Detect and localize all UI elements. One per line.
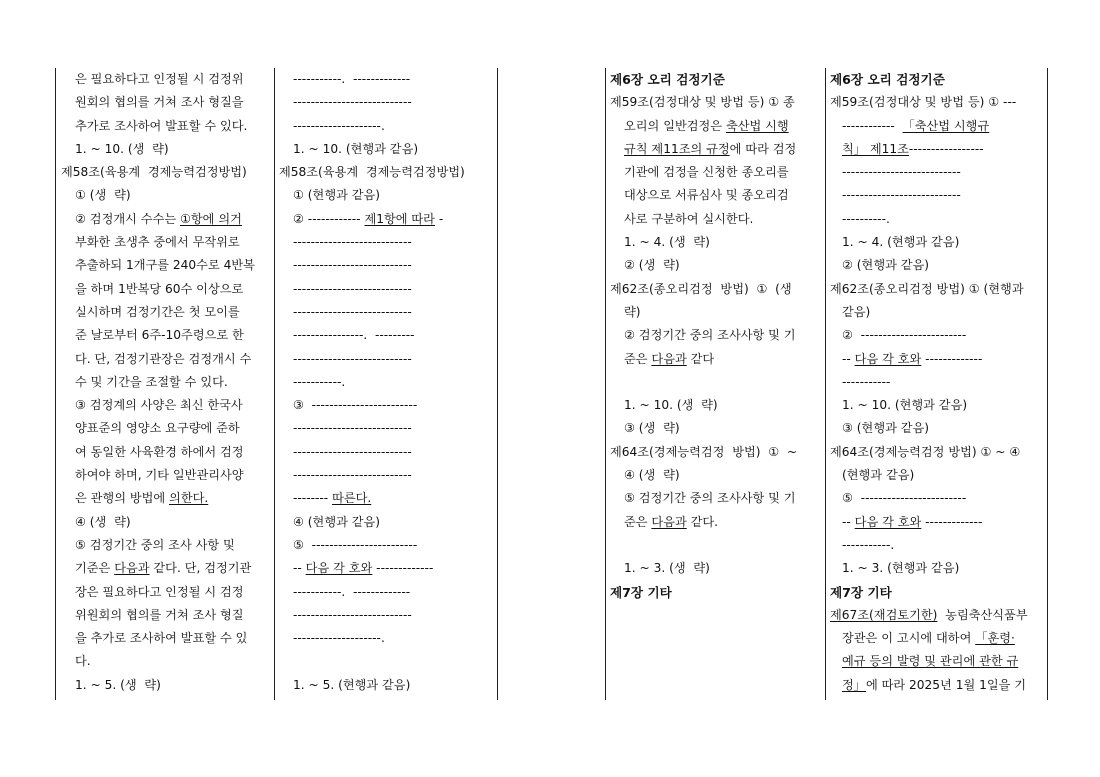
line-text: ⑤ ------------------------: [842, 491, 967, 506]
text-line: [610, 208, 822, 231]
text-line: [830, 557, 1044, 580]
text-line: [279, 324, 494, 347]
text-line: [830, 511, 1044, 534]
text-line: [610, 557, 822, 580]
line-text: ② (현행과 같음): [842, 258, 930, 273]
text-line: [61, 348, 271, 371]
text-line: [830, 138, 1044, 161]
text-line: [61, 231, 271, 254]
line-text: ③ 검정계의 사양은 최신 한국사: [75, 398, 243, 413]
line-text: -----------.: [293, 374, 346, 389]
text-line: [830, 441, 1044, 464]
line-text: 제58조(육용계 경제능력검정방법): [279, 165, 465, 180]
text-line: [61, 674, 271, 697]
line-text: ---------------------------: [293, 304, 412, 319]
line-text: 1. ~ 10. (생 략): [75, 141, 169, 156]
text-line: [279, 91, 494, 114]
line-text-after: 에 따라 검정: [729, 141, 797, 156]
line-text-after: 에 따라 2025년 1월 1일을 기: [865, 677, 1027, 692]
text-line: [830, 278, 1044, 301]
line-text: 1. ~ 10. (생 략): [624, 398, 718, 413]
line-text: ------------: [842, 118, 903, 133]
text-line: [830, 91, 1044, 114]
line-text: ④ (생 략): [624, 468, 680, 483]
line-text: 원회의 협의를 거쳐 조사 형질을: [75, 95, 244, 110]
line-text: ③ (생 략): [624, 421, 680, 436]
text-line: [279, 138, 494, 161]
line-text: 위원회의 협의를 거쳐 조사 형질: [75, 607, 244, 622]
line-text: ---------------------------: [293, 421, 412, 436]
page1-left-rule: [55, 68, 56, 700]
text-line: [61, 511, 271, 534]
line-text: ③ ------------------------: [293, 398, 418, 413]
text-line: [279, 301, 494, 324]
chapter-heading: [610, 581, 822, 604]
page1-right-column: [279, 68, 494, 697]
text-line: [279, 254, 494, 277]
text-line: [61, 184, 271, 207]
text-line: [830, 324, 1044, 347]
text-line: [610, 511, 822, 534]
page2-right-rule: [1047, 68, 1048, 700]
line-text: ⑤ 검정기간 중의 조사사항 및 기: [624, 491, 796, 506]
underlined-amendment: 따른다.: [332, 491, 372, 506]
text-line: [61, 208, 271, 231]
text-line: [830, 184, 1044, 207]
underlined-amendment: 칙」 제11조: [842, 141, 909, 156]
line-text: ⑤ 검정기간 중의 조사 사항 및: [75, 537, 235, 552]
line-text: ① (생 략): [75, 188, 131, 203]
underlined-amendment: ①항에 의거: [179, 211, 242, 226]
line-text: 제59조(검정대상 및 방법 등) ① 종: [610, 95, 795, 110]
line-text: ④ (현행과 같음): [293, 514, 381, 529]
text-line: [610, 278, 822, 301]
text-line: [61, 650, 271, 673]
text-line: [61, 68, 271, 91]
line-text: 제59조(검정대상 및 방법 등) ① ---: [830, 95, 1017, 110]
text-line: [279, 581, 494, 604]
line-text: 제7장 기타: [830, 584, 892, 600]
line-text: 제6장 오리 검정기준: [830, 72, 945, 87]
text-line: [610, 91, 822, 114]
line-text: ② 검정개시 수수는: [75, 211, 180, 226]
text-line: [279, 115, 494, 138]
line-text-after: -------------: [921, 514, 983, 529]
text-line: [279, 464, 494, 487]
text-line: [610, 348, 822, 371]
line-text: ② 검정기간 중의 조사사항 및 기: [624, 328, 796, 343]
line-text: 부화한 초생추 중에서 무작위로: [75, 235, 240, 250]
line-text: 제6장 오리 검정기준: [610, 72, 725, 87]
underlined-amendment: 「훈령·: [975, 631, 1015, 646]
text-line: [279, 627, 494, 650]
underlined-amendment: 예규 등의 발령 및 관리에 관한 규: [842, 654, 1019, 669]
text-line: [61, 417, 271, 440]
line-text-after: -------------: [921, 351, 983, 366]
line-text: 제62조(종오리검정 방법) ① (생: [610, 281, 792, 296]
line-text: 은 필요하다고 인정될 시 검정위: [75, 72, 244, 86]
text-line: [830, 208, 1044, 231]
line-text: ---------------------------: [293, 607, 412, 622]
line-text: ----------------. ---------: [293, 328, 415, 343]
text-line: [61, 487, 271, 510]
line-text: 준 날로부터 6주-10주령으로 한: [75, 328, 244, 343]
text-line: [610, 254, 822, 277]
line-text: 1. ~ 5. (현행과 같음): [293, 677, 411, 692]
text-line: [610, 324, 822, 347]
underlined-amendment: 정」: [842, 677, 866, 692]
text-line: [61, 464, 271, 487]
underlined-amendment: 제1항에 따라: [364, 211, 435, 226]
text-line: [610, 301, 822, 324]
line-text: 여 동일한 사육환경 하에서 검정: [75, 444, 244, 459]
text-line: [830, 627, 1044, 650]
chapter-heading: [830, 581, 1044, 604]
text-line: [830, 231, 1044, 254]
line-text: 을 추가로 조사하여 발표할 수 있: [75, 631, 248, 646]
line-text: 1. ~ 5. (생 략): [75, 677, 161, 692]
line-text-after: 같다.: [686, 514, 719, 529]
line-text: -----------: [842, 374, 891, 389]
line-text: 준은: [624, 514, 652, 529]
line-text: 수 및 기간을 조절할 수 있다.: [75, 374, 228, 389]
text-line: [610, 441, 822, 464]
line-text: 다. 단, 검정기관장은 검정개시 수: [75, 351, 252, 366]
text-line: [279, 650, 494, 673]
text-line: [61, 534, 271, 557]
text-line: [610, 487, 822, 510]
line-text: 장은 필요하다고 인정될 시 검정: [75, 584, 244, 599]
line-text: 대상으로 서류심사 및 종오리검: [624, 188, 789, 203]
text-line: [279, 184, 494, 207]
text-line: [279, 68, 494, 91]
text-line: [61, 441, 271, 464]
text-line: [610, 464, 822, 487]
text-line: [830, 115, 1044, 138]
text-line: [61, 161, 271, 184]
line-text: --------: [293, 491, 333, 506]
text-line: [830, 464, 1044, 487]
line-text: 다.: [75, 654, 91, 669]
page2-left-column: [610, 68, 822, 604]
line-text: ---------------------------: [842, 165, 961, 180]
text-line: [610, 184, 822, 207]
text-line: [830, 301, 1044, 324]
line-text: ② (생 략): [624, 258, 680, 273]
text-line: [279, 604, 494, 627]
line-text: 1. ~ 10. (현행과 같음): [293, 141, 419, 156]
line-text: ---------------------------: [293, 468, 412, 483]
page1-right-rule: [497, 68, 498, 700]
line-text: ② ------------: [293, 211, 365, 226]
text-line: [61, 604, 271, 627]
text-line: [830, 487, 1044, 510]
chapter-heading: [610, 68, 822, 91]
underlined-amendment: 의한다.: [169, 491, 209, 506]
line-text-after: 같다: [686, 351, 715, 366]
text-line: [279, 231, 494, 254]
text-line: [610, 534, 822, 557]
text-line: [279, 394, 494, 417]
line-text: ---------------------------: [293, 95, 412, 110]
underlined-amendment: 다음과: [114, 561, 150, 576]
text-line: [279, 348, 494, 371]
line-text: ---------------------------: [293, 351, 412, 366]
text-line: [61, 627, 271, 650]
line-text: -----------.: [842, 537, 895, 552]
text-line: [279, 208, 494, 231]
line-text: 제7장 기타: [610, 584, 672, 600]
line-text: ③ (현행과 같음): [842, 421, 930, 436]
line-text: ---------------------------: [293, 444, 412, 459]
line-text: 제64조(경제능력검정 방법) ① ~ ④: [830, 444, 1021, 459]
line-text: ---------------------------: [293, 258, 412, 273]
line-text: 추출하되 1개구를 240수로 4반복: [75, 258, 255, 273]
text-line: [279, 511, 494, 534]
text-line: [61, 557, 271, 580]
line-text: 같음): [842, 304, 871, 319]
page1-middle-rule: [274, 68, 275, 700]
line-text-after: -: [434, 211, 444, 226]
line-text: 장관은 이 고시에 대하여: [842, 631, 976, 646]
line-text: 1. ~ 10. (현행과 같음): [842, 398, 968, 413]
line-text: 1. ~ 4. (현행과 같음): [842, 235, 960, 250]
text-line: [610, 161, 822, 184]
text-line: [279, 441, 494, 464]
line-text: --: [842, 514, 855, 529]
line-text: ---------------------------: [293, 281, 412, 296]
line-text: ⑤ ------------------------: [293, 537, 418, 552]
text-line: [279, 278, 494, 301]
line-text: (현행과 같음): [842, 468, 915, 483]
line-text: ④ (생 략): [75, 514, 131, 529]
underlined-amendment: 다음 각 호와: [854, 514, 922, 529]
line-text: ----------.: [842, 211, 890, 226]
text-line: [61, 394, 271, 417]
line-text: 략): [624, 304, 641, 319]
text-line: [830, 394, 1044, 417]
text-line: [830, 650, 1044, 673]
line-text: 실시하며 검정기간은 첫 모이를: [75, 304, 240, 319]
line-text: 준은: [624, 351, 652, 366]
line-text: 제58조(육용계 경제능력검정방법): [61, 165, 247, 180]
text-line: [830, 371, 1044, 394]
text-line: [279, 371, 494, 394]
page1-left-column: [61, 68, 271, 697]
text-line: [61, 115, 271, 138]
underlined-amendment: 규칙 제11조의 규정: [624, 141, 730, 156]
text-line: [610, 231, 822, 254]
line-text: 양표준의 영양소 요구량에 준하: [75, 421, 240, 436]
text-line: [61, 91, 271, 114]
line-text: 기준은: [75, 561, 115, 576]
text-line: [830, 254, 1044, 277]
text-line: [61, 301, 271, 324]
line-text: ---------------------------: [842, 188, 961, 203]
text-line: [610, 417, 822, 440]
line-text: --: [293, 561, 306, 576]
underlined-amendment: 축산법 시행: [725, 118, 789, 133]
text-line: [610, 394, 822, 417]
text-line: [61, 324, 271, 347]
text-line: [61, 138, 271, 161]
line-text: 하여야 하며, 기타 일반관리사양: [75, 468, 244, 483]
line-text: 1. ~ 4. (생 략): [624, 235, 710, 250]
page2-middle-rule: [825, 68, 826, 700]
text-line: [830, 417, 1044, 440]
text-line: [61, 371, 271, 394]
text-line: [279, 557, 494, 580]
underlined-amendment: 다음과: [651, 514, 687, 529]
text-line: [610, 115, 822, 138]
underlined-amendment: 다음 각 호와: [305, 561, 373, 576]
text-line: [830, 604, 1044, 627]
text-line: [830, 674, 1044, 697]
text-line: [830, 161, 1044, 184]
line-text-after: -----------------: [908, 141, 984, 156]
text-line: [830, 534, 1044, 557]
line-text-after: 농림축산식품부: [937, 607, 1028, 622]
line-text: --------------------.: [293, 118, 385, 133]
line-text: -----------. -------------: [293, 584, 411, 599]
text-line: [279, 534, 494, 557]
line-text: ---------------------------: [293, 235, 412, 250]
line-text: --------------------.: [293, 631, 385, 646]
text-line: [830, 348, 1044, 371]
underlined-amendment: 제67조(재검토기한): [830, 607, 938, 622]
text-line: [279, 161, 494, 184]
underlined-amendment: 다음 각 호와: [854, 351, 922, 366]
line-text: 오리의 일반검정은: [624, 118, 726, 133]
line-text: 사로 구분하여 실시한다.: [624, 211, 754, 226]
text-line: [279, 487, 494, 510]
text-line: [279, 674, 494, 697]
text-line: [61, 581, 271, 604]
line-text: 추가로 조사하여 발표할 수 있다.: [75, 118, 248, 133]
underlined-amendment: 「축산법 시행규: [902, 118, 990, 133]
line-text-after: 같다. 단, 검정기관: [149, 561, 252, 576]
page2-right-column: [830, 68, 1044, 697]
line-text: ② ------------------------: [842, 328, 967, 343]
text-line: [61, 254, 271, 277]
line-text: 1. ~ 3. (현행과 같음): [842, 561, 960, 576]
line-text: --: [842, 351, 855, 366]
text-line: [610, 138, 822, 161]
line-text: 제62조(종오리검정 방법) ① (현행과: [830, 281, 1024, 296]
line-text: 을 하며 1반복당 60수 이상으로: [75, 281, 244, 296]
line-text: -----------. -------------: [293, 72, 411, 86]
chapter-heading: [830, 68, 1044, 91]
line-text-after: -------------: [372, 561, 434, 576]
text-line: [610, 371, 822, 394]
page2-left-rule: [605, 68, 606, 700]
line-text: 제64조(경제능력검정 방법) ① ~: [610, 444, 798, 459]
line-text: 기관에 검정을 신청한 종오리를: [624, 165, 789, 180]
line-text: 1. ~ 3. (생 략): [624, 561, 710, 576]
text-line: [279, 417, 494, 440]
line-text: ① (현행과 같음): [293, 188, 381, 203]
text-line: [61, 278, 271, 301]
underlined-amendment: 다음과: [651, 351, 687, 366]
line-text: 은 관행의 방법에: [75, 491, 170, 506]
